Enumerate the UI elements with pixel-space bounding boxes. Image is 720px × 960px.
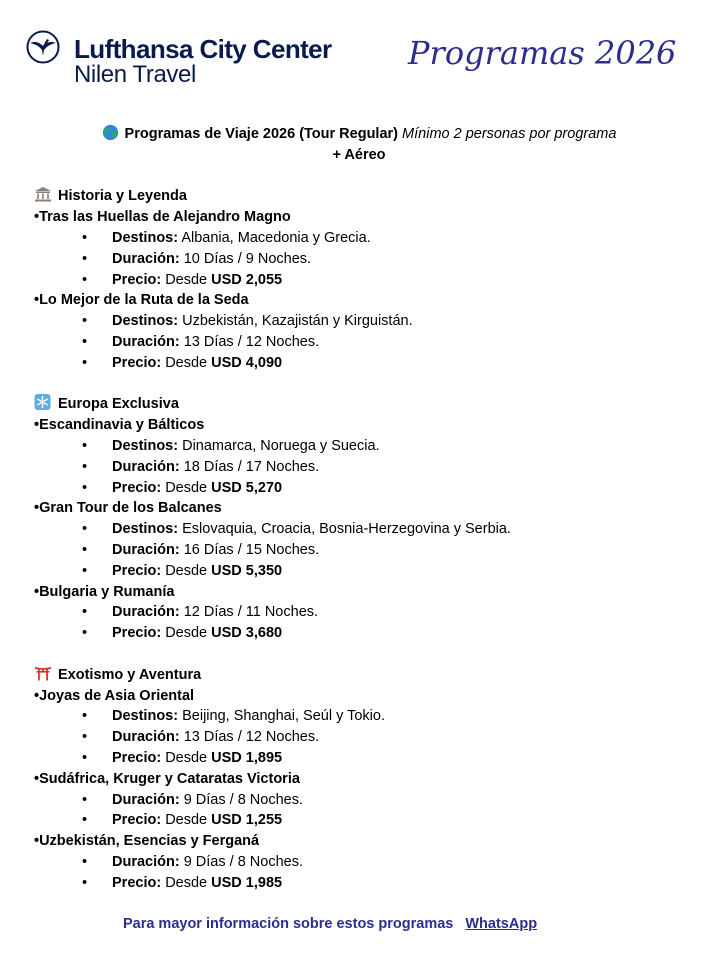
tour-price-row	[34, 478, 684, 499]
tour-duration-row	[34, 790, 684, 811]
category-title: Exotismo y Aventura	[58, 666, 202, 683]
tour-duration-row	[34, 457, 684, 478]
intro-airfare: + Aéreo	[332, 146, 386, 163]
tour-bullet: •	[34, 770, 40, 787]
tour-title: Sudáfrica, Kruger y Cataratas Victoria	[39, 770, 300, 787]
tour-title: Lo Mejor de la Ruta de la Seda	[39, 292, 249, 309]
category-title: Europa Exclusiva	[58, 396, 179, 413]
tour-bullet: •	[34, 292, 40, 309]
tour-destinations-label: Destinos:	[112, 229, 179, 246]
bullet-dot: •	[82, 791, 88, 808]
tour-bullet: •	[34, 417, 40, 434]
price-prefix: Desde	[165, 354, 208, 371]
price-value: USD 1,985	[211, 874, 283, 891]
bullet-dot: •	[82, 437, 88, 454]
price-prefix: Desde	[165, 874, 208, 891]
price-prefix: Desde	[165, 479, 208, 496]
tour-duration-label: Duración:	[112, 791, 180, 808]
tour-price-label: Precio:	[112, 625, 162, 642]
tour-price-row	[34, 748, 684, 769]
tour-title: Bulgaria y Rumanía	[39, 583, 175, 600]
category-heading	[34, 665, 684, 686]
price-prefix: Desde	[165, 749, 208, 766]
bullet-dot: •	[82, 333, 88, 350]
tour-destinations-value: Beijing, Shanghai, Seúl y Tokio.	[182, 708, 385, 725]
tour-name	[34, 769, 684, 790]
tour-price-row	[34, 810, 684, 831]
torii-gate-icon	[34, 665, 52, 681]
tour-bullet: •	[34, 687, 40, 704]
bullet-dot: •	[82, 354, 88, 371]
tour-bullet: •	[34, 209, 40, 226]
bullet-dot: •	[82, 458, 88, 475]
tour-price-label: Precio:	[112, 354, 162, 371]
tour-destinations-row	[34, 706, 684, 727]
tour-title: Gran Tour de los Balcanes	[39, 500, 222, 517]
price-prefix: Desde	[165, 625, 208, 642]
bullet-dot: •	[82, 313, 88, 330]
tour-name	[34, 831, 684, 852]
tour-duration-label: Duración:	[112, 541, 180, 558]
footer	[0, 916, 660, 932]
tour-duration-row	[34, 540, 684, 561]
tour-title: Uzbekistán, Esencias y Ferganá	[39, 833, 260, 850]
tour-price-row	[34, 353, 684, 374]
intro-note: Mínimo 2 personas por programa	[402, 126, 617, 142]
tour-price-label: Precio:	[112, 479, 162, 496]
tour-duration-value: 9 Días / 8 Noches.	[183, 791, 303, 808]
bullet-dot: •	[82, 625, 88, 642]
price-prefix: Desde	[165, 812, 208, 829]
tour-title: Escandinavia y Bálticos	[39, 417, 205, 434]
bullet-dot: •	[82, 541, 88, 558]
tour-duration-value: 10 Días / 9 Noches.	[183, 250, 312, 267]
intro-title: Programas de Viaje 2026 (Tour Regular)	[124, 126, 399, 142]
category-heading	[34, 186, 684, 207]
tour-price-label: Precio:	[112, 271, 162, 288]
tour-duration-label: Duración:	[112, 729, 180, 746]
tour-duration-row	[34, 852, 684, 873]
brand-subtitle: Nilen Travel	[74, 61, 196, 88]
whatsapp-link[interactable]: WhatsApp	[465, 916, 538, 932]
snowflake-icon	[34, 394, 52, 410]
bullet-dot: •	[82, 562, 88, 579]
tour-duration-label: Duración:	[112, 458, 180, 475]
bullet-dot: •	[82, 853, 88, 870]
bullet-dot: •	[82, 604, 88, 621]
tour-duration-value: 12 Días / 11 Noches.	[183, 604, 319, 621]
tour-duration-label: Duración:	[112, 604, 180, 621]
globe-icon	[102, 124, 119, 141]
bullet-dot: •	[82, 729, 88, 746]
category-heading	[34, 394, 684, 415]
bullet-dot: •	[82, 812, 88, 829]
price-prefix: Desde	[165, 271, 208, 288]
lufthansa-crane-icon	[26, 30, 60, 64]
tour-price-label: Precio:	[112, 749, 162, 766]
spacer	[34, 644, 684, 665]
price-value: USD 5,270	[211, 479, 283, 496]
tour-duration-row	[34, 249, 684, 270]
price-value: USD 2,055	[211, 271, 283, 288]
price-value: USD 1,255	[211, 812, 283, 829]
tour-price-row	[34, 561, 684, 582]
tour-bullet: •	[34, 833, 40, 850]
bullet-dot: •	[82, 749, 88, 766]
tour-duration-value: 9 Días / 8 Noches.	[183, 853, 303, 870]
tour-name	[34, 290, 684, 311]
tour-duration-row	[34, 332, 684, 353]
bullet-dot: •	[82, 250, 88, 267]
bullet-dot: •	[82, 229, 88, 246]
tour-duration-value: 18 Días / 17 Noches.	[183, 458, 320, 475]
tour-name	[34, 582, 684, 603]
spacer	[34, 374, 684, 395]
tour-destinations-label: Destinos:	[112, 313, 179, 330]
bullet-dot: •	[82, 479, 88, 496]
tour-bullet: •	[34, 500, 40, 517]
tour-destinations-row	[34, 436, 684, 457]
tour-destinations-row	[34, 519, 684, 540]
tour-destinations-value: Uzbekistán, Kazajistán y Kirguistán.	[182, 313, 413, 330]
tour-destinations-row	[34, 311, 684, 332]
tour-price-row	[34, 873, 684, 894]
tour-title: Joyas de Asia Oriental	[39, 687, 195, 704]
tour-duration-value: 13 Días / 12 Noches.	[183, 729, 320, 746]
tour-destinations-value: Eslovaquia, Croacia, Bosnia-Herzegovina y Serbia.	[182, 521, 511, 538]
tour-destinations-row	[34, 228, 684, 249]
price-value: USD 4,090	[211, 354, 283, 371]
tour-destinations-value: Dinamarca, Noruega y Suecia.	[182, 437, 380, 454]
tour-duration-label: Duración:	[112, 250, 180, 267]
tour-duration-label: Duración:	[112, 333, 180, 350]
price-value: USD 3,680	[211, 625, 283, 642]
bullet-dot: •	[82, 521, 88, 538]
header	[0, 0, 720, 100]
tour-duration-label: Duración:	[112, 853, 180, 870]
tour-bullet: •	[34, 583, 40, 600]
price-value: USD 5,350	[211, 562, 283, 579]
tour-destinations-value: Albania, Macedonia y Grecia.	[181, 229, 371, 246]
bullet-dot: •	[82, 874, 88, 891]
tour-name	[34, 498, 684, 519]
category-title: Historia y Leyenda	[58, 188, 187, 205]
bullet-dot: •	[82, 271, 88, 288]
tour-duration-value: 13 Días / 12 Noches.	[183, 333, 320, 350]
tour-destinations-label: Destinos:	[112, 521, 179, 538]
program-list	[34, 124, 684, 893]
page-title: Programas 2026	[408, 34, 677, 72]
brand-name: Lufthansa City Center	[74, 34, 332, 64]
intro	[34, 124, 684, 166]
tour-price-label: Precio:	[112, 562, 162, 579]
tour-destinations-label: Destinos:	[112, 437, 179, 454]
footer-text: Para mayor información sobre estos programas	[122, 916, 454, 932]
tour-price-label: Precio:	[112, 874, 162, 891]
tour-price-row	[34, 623, 684, 644]
tour-price-row	[34, 270, 684, 291]
bullet-dot: •	[82, 708, 88, 725]
tour-name	[34, 415, 684, 436]
tour-duration-row	[34, 727, 684, 748]
tour-title: Tras las Huellas de Alejandro Magno	[39, 209, 291, 226]
price-value: USD 1,895	[211, 749, 283, 766]
tour-name	[34, 686, 684, 707]
tour-price-label: Precio:	[112, 812, 162, 829]
tour-duration-value: 16 Días / 15 Noches.	[183, 541, 320, 558]
tour-destinations-label: Destinos:	[112, 708, 179, 725]
tour-name	[34, 207, 684, 228]
category-list	[34, 166, 684, 894]
spacer	[34, 166, 684, 187]
tour-duration-row	[34, 602, 684, 623]
classical-building-icon	[34, 186, 52, 202]
price-prefix: Desde	[165, 562, 208, 579]
